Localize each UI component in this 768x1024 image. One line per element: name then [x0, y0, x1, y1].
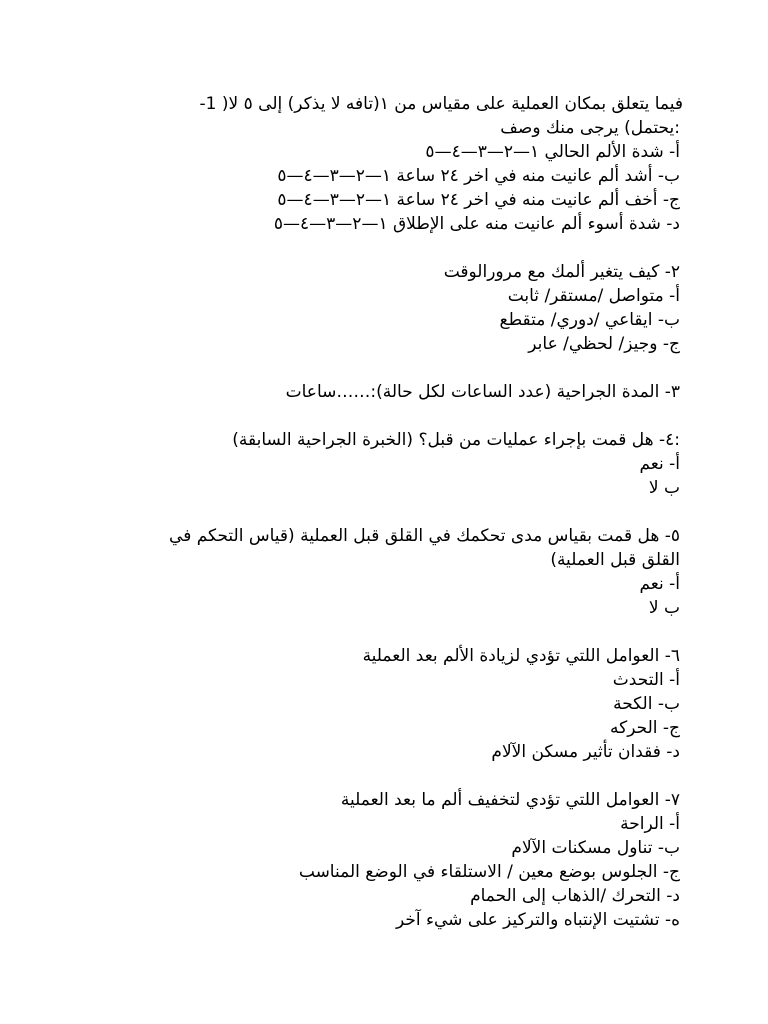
question-4-option-b: ب لا	[648, 478, 680, 498]
question-5-title-line-2: القلق قبل العملية)	[550, 550, 680, 570]
question-6-option-c: ج- الحركه	[610, 718, 680, 738]
question-6-option-b: ب- الكحة	[613, 694, 680, 714]
question-1-option-a: أ- شدة الألم الحالي ١—٢—٣—٤—٥	[425, 142, 680, 162]
question-2	[80, 260, 680, 356]
question-6	[80, 644, 680, 764]
paragraph-spacer	[80, 404, 680, 428]
question-7-option-b: ب- تناول مسكنات الآلام	[511, 838, 680, 858]
question-1-option-d: د- شدة أسوء ألم عانيت منه على الإطلاق ١—٢—٣—٤—٥	[273, 214, 680, 234]
paragraph-spacer	[80, 500, 680, 524]
question-3	[80, 380, 680, 404]
question-1-option-c: ج- أخف ألم عانيت منه في اخر ٢٤ ساعة ١—٢—٣—٤—٥	[277, 190, 680, 210]
question-5	[80, 524, 680, 620]
question-1-title-line-1: فيما يتعلق بمكان العملية على مقياس من ١(تافه لا يذكر) إلى ٥ لا( 1-	[199, 94, 683, 114]
question-3-title: ٣- المدة الجراحية (عدد الساعات لكل حالة):……ساعات	[285, 382, 680, 402]
question-2-option-b: ب- ايقاعي /دوري/ متقطع	[499, 310, 680, 330]
question-2-title: ٢- كيف يتغير ألمك مع مرورالوقت	[443, 262, 680, 282]
paragraph-spacer	[80, 356, 680, 380]
question-2-option-c: ج- وجيز/ لحظي/ عابر	[528, 334, 680, 354]
question-4	[80, 428, 680, 500]
question-2-option-a: أ- متواصل /مستقر/ ثابت	[507, 286, 680, 306]
question-4-title: :٤- هل قمت بإجراء عمليات من قبل؟ (الخبرة الجراحية السابقة)	[232, 430, 680, 450]
question-6-option-a: أ- التحدث	[612, 670, 680, 690]
question-5-option-b: ب لا	[648, 598, 680, 618]
question-7-option-e: ه- تشتيت الإنتباه والتركيز على شيء آخر	[396, 910, 680, 930]
question-1-option-b: ب- أشد ألم عانيت منه في اخر ٢٤ ساعة ١—٢—٣—٤—٥	[277, 166, 680, 186]
question-1-title-line-2: :يحتمل) يرجى منك وصف	[500, 118, 680, 138]
question-7-title: ٧- العوامل اللتي تؤدي لتخفيف ألم ما بعد العملية	[340, 790, 680, 810]
question-7-option-a: أ- الراحة	[620, 814, 680, 834]
question-7-option-c: ج- الجلوس بوضع معين / الاستلقاء في الوضع المناسب	[298, 862, 680, 882]
question-4-option-a: أ- نعم	[639, 454, 680, 474]
paragraph-spacer	[80, 620, 680, 644]
question-1	[80, 92, 683, 236]
question-7-option-d: د- التحرك /الذهاب إلى الحمام	[470, 886, 680, 906]
questionnaire-page	[80, 92, 683, 932]
question-6-option-d: د- فقدان تأثير مسكن الآلام	[491, 742, 680, 762]
question-6-title: ٦- العوامل اللتي تؤدي لزيادة الألم بعد العملية	[362, 646, 680, 666]
question-7	[80, 788, 680, 932]
paragraph-spacer	[80, 236, 680, 260]
question-5-option-a: أ- نعم	[639, 574, 680, 594]
question-5-title-line-1: ٥- هل قمت بقياس مدى تحكمك في القلق قبل العملية (قياس التحكم في	[169, 526, 680, 546]
paragraph-spacer	[80, 764, 680, 788]
